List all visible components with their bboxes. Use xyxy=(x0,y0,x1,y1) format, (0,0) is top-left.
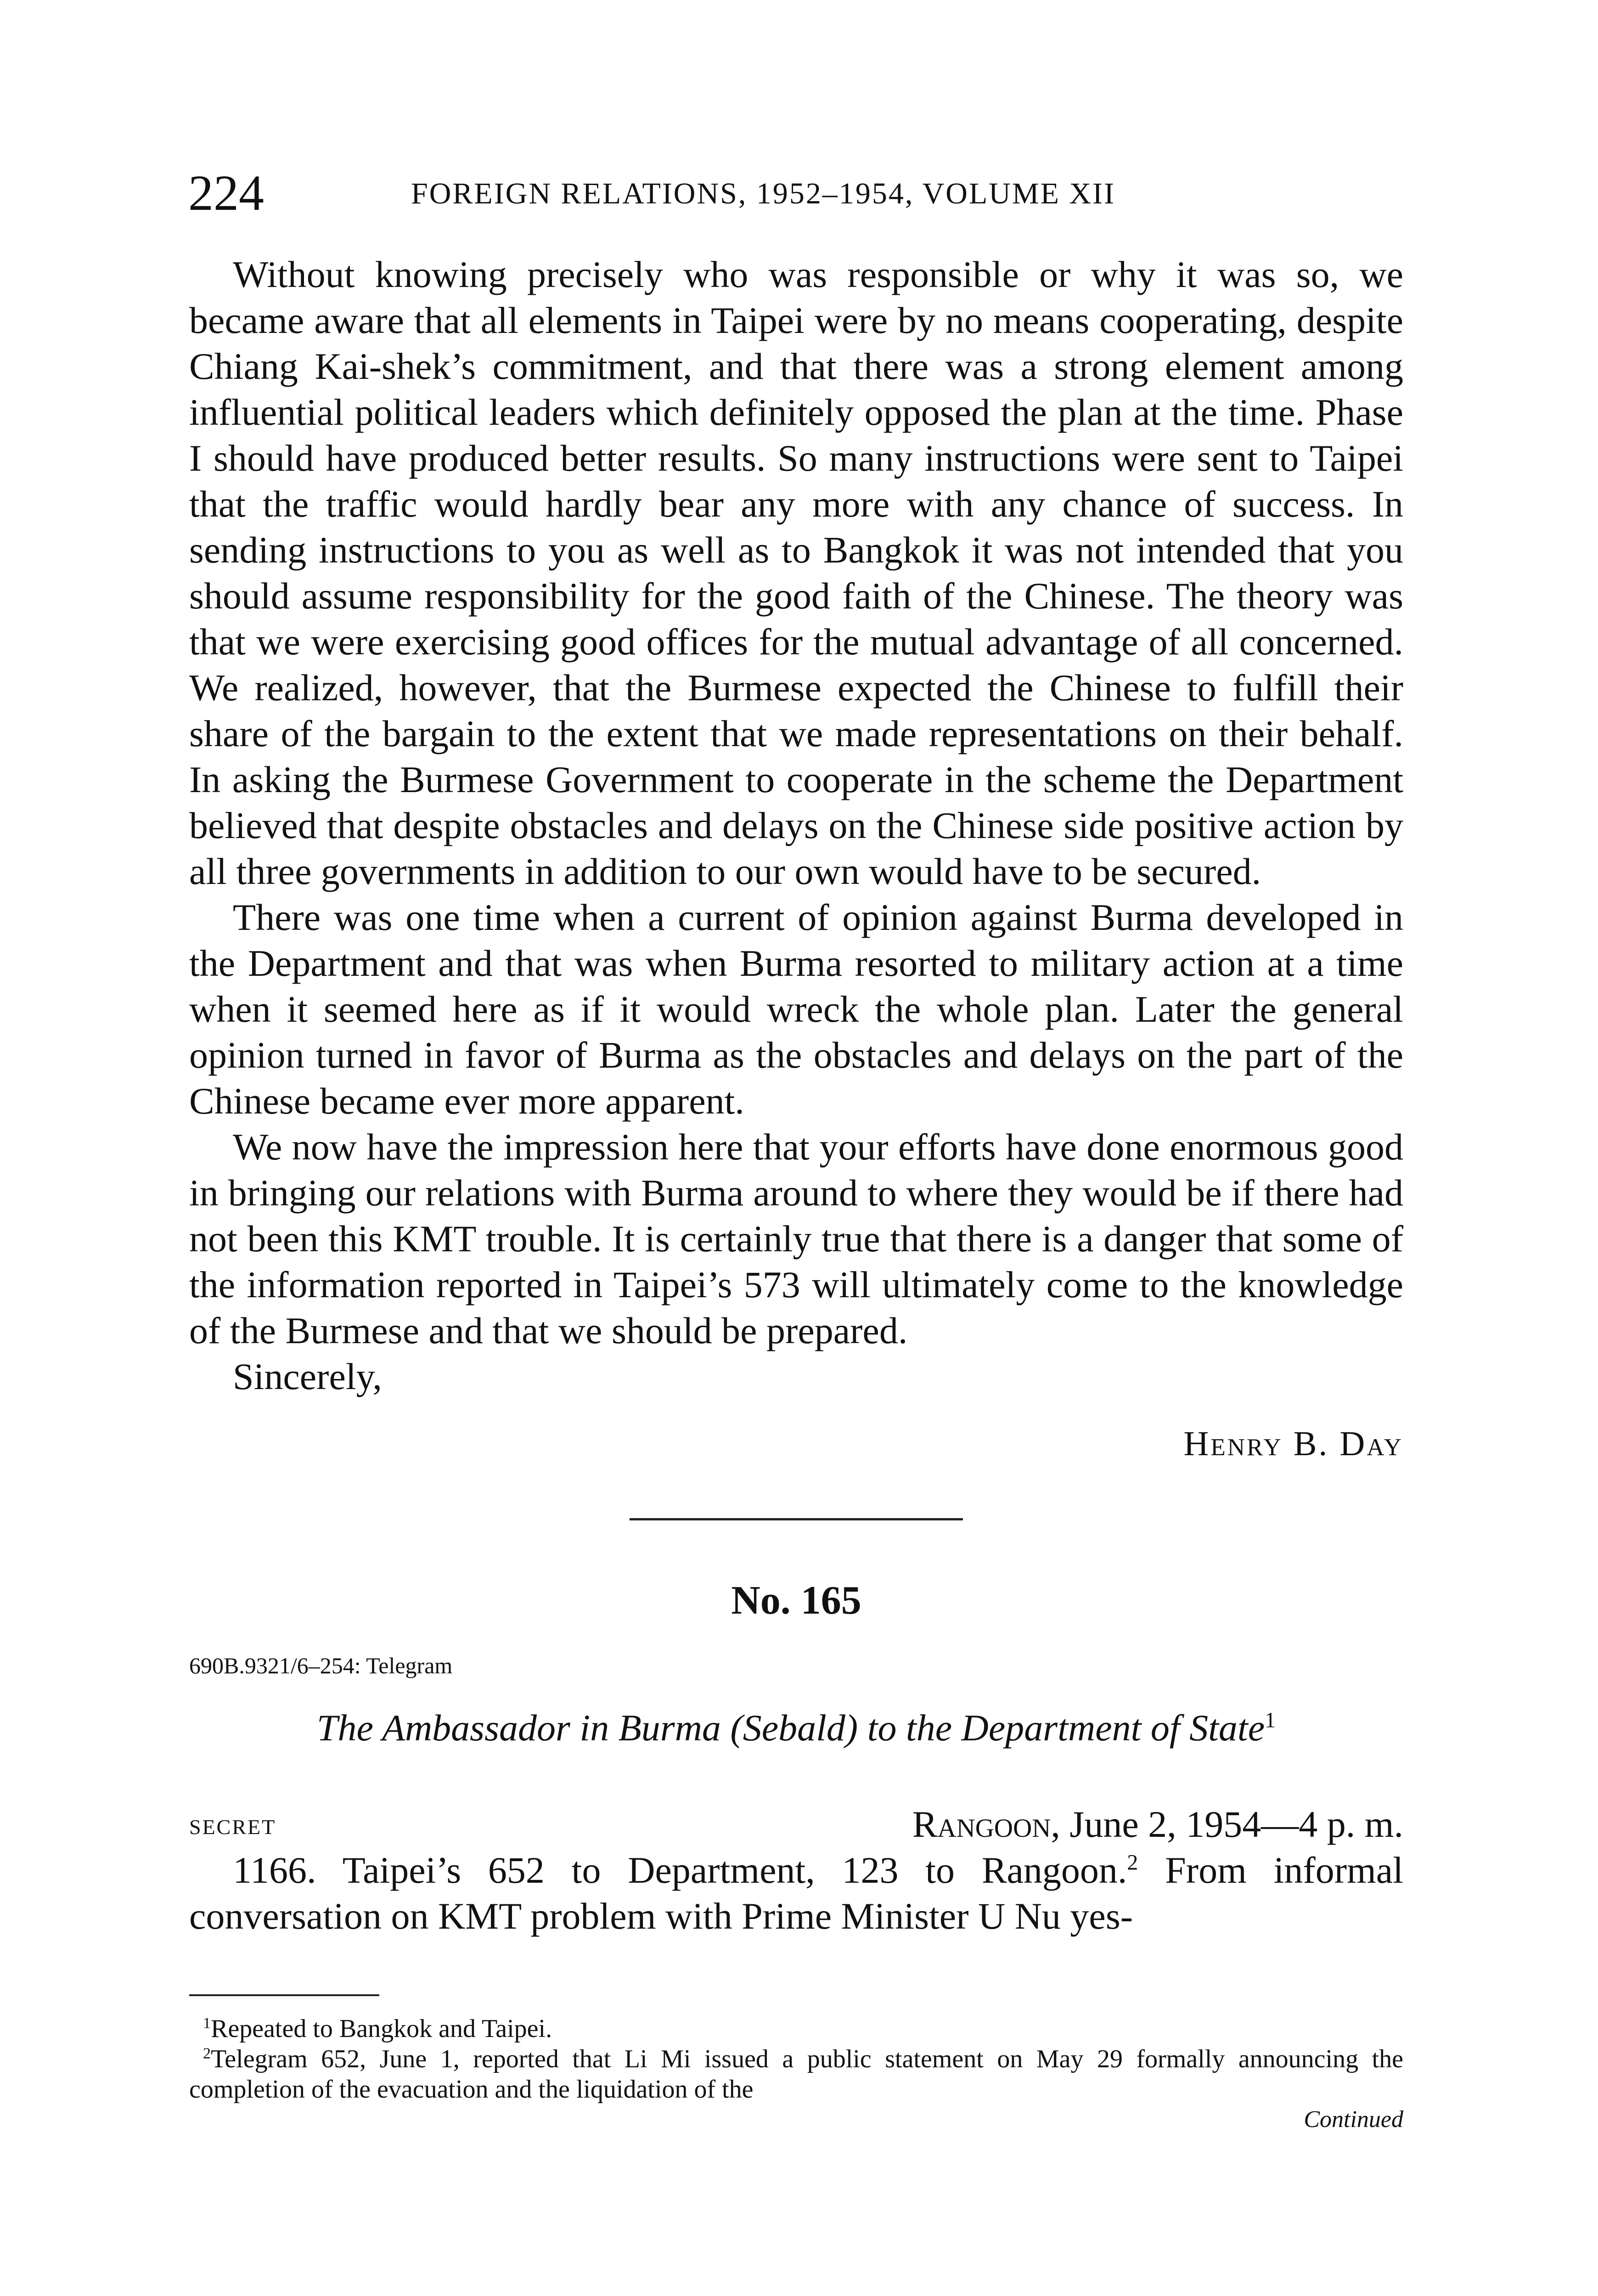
document-title-text: The Ambassador in Burma (Sebald) to the Department of State xyxy=(316,1707,1265,1749)
letter-paragraph-1: Without knowing precisely who was responsible or why it was so, we became aware that all elements in Taipei were by no means cooperating, despite Chiang Kai-shek’s commitment, and that there was a strong element among influential political leaders which definitely opposed the plan at the time. Phase I should have produced better results. So many instructions were sent to Taipei that the traffic would hardly bear any more with any chance of success. In sending instructions to you as well as to Bangkok it was not intended that you should assume responsibility for the good faith of the Chinese. The theory was that we were exercising good offices for the mutual advantage of all concerned. We realized, however, that the Burmese expected the Chinese to fulfill their share of the bargain to the extent that we made representations on their behalf. In asking the Burmese Government to cooperate in the scheme the Department believed that despite obstacles and delays on the Chinese side positive action by all three governments in addition to our own would have to be secured. xyxy=(189,253,1403,892)
classification-label: secret xyxy=(189,1807,276,1841)
dateline xyxy=(189,1801,1403,1847)
telegram-text-rest: From informal conversation on KMT problem with Prime Minister U Nu yes- xyxy=(189,1849,1403,1937)
document-number: No. 165 xyxy=(731,1578,861,1623)
page-body xyxy=(189,252,1403,2135)
document-title xyxy=(189,1705,1403,1751)
footnote-mark-1: 1 xyxy=(1265,1708,1276,1733)
section-divider xyxy=(630,1518,963,1520)
telegram-paragraph xyxy=(189,1847,1403,1939)
running-title: FOREIGN RELATIONS, 1952–1954, VOLUME XII xyxy=(411,177,1116,210)
letter-paragraph-3: We now have the impression here that your efforts have done enormous good in bringing our relations with Burma around to where they would be if there had not been this KMT trouble. It is certainly true that there is a danger that some of the information reported in Taipei’s 573 will ultimately come to the knowledge of the Burmese and that we should be prepared. xyxy=(189,1126,1403,1351)
footnote-2-text: Telegram 652, June 1, reported that Li Mi issued a public statement on May 29 formally announcing the completion of the evacuation and the liquidation of the xyxy=(189,2045,1403,2104)
telegram-text-start: 1166. Taipei’s 652 to Department, 123 to Rangoon. xyxy=(233,1849,1127,1891)
letter-closing: Sincerely, xyxy=(233,1356,382,1397)
letter-signature: Henry B. Day xyxy=(1183,1424,1403,1463)
footnote-divider xyxy=(189,1994,379,1996)
footnote-2 xyxy=(189,2044,1403,2105)
file-reference: 690B.9321/6–254: Telegram xyxy=(189,1653,453,1678)
letter-paragraph-2: There was one time when a current of opinion against Burma developed in the Department and that was when Burma resorted to military action at a time when it seemed here as if it would wreck the whole plan. Later the general opinion turned in favor of Burma as the obstacles and delays on the part of the Chinese became ever more apparent. xyxy=(189,896,1403,1122)
footnote-1-text: Repeated to Bangkok and Taipei. xyxy=(211,2015,552,2043)
footnote-1 xyxy=(189,2014,1403,2044)
page-number: 224 xyxy=(188,165,264,221)
place-date xyxy=(912,1801,1403,1847)
footnote-1-mark: 1 xyxy=(203,2015,211,2032)
date-time: June 2, 1954—4 p. m. xyxy=(1060,1803,1403,1845)
footnote-2-mark: 2 xyxy=(203,2045,211,2062)
place-name: Rangoon, xyxy=(912,1803,1060,1845)
footnote-mark-2: 2 xyxy=(1127,1850,1138,1875)
continued-label: Continued xyxy=(1304,2106,1403,2133)
page-header xyxy=(188,158,1401,227)
